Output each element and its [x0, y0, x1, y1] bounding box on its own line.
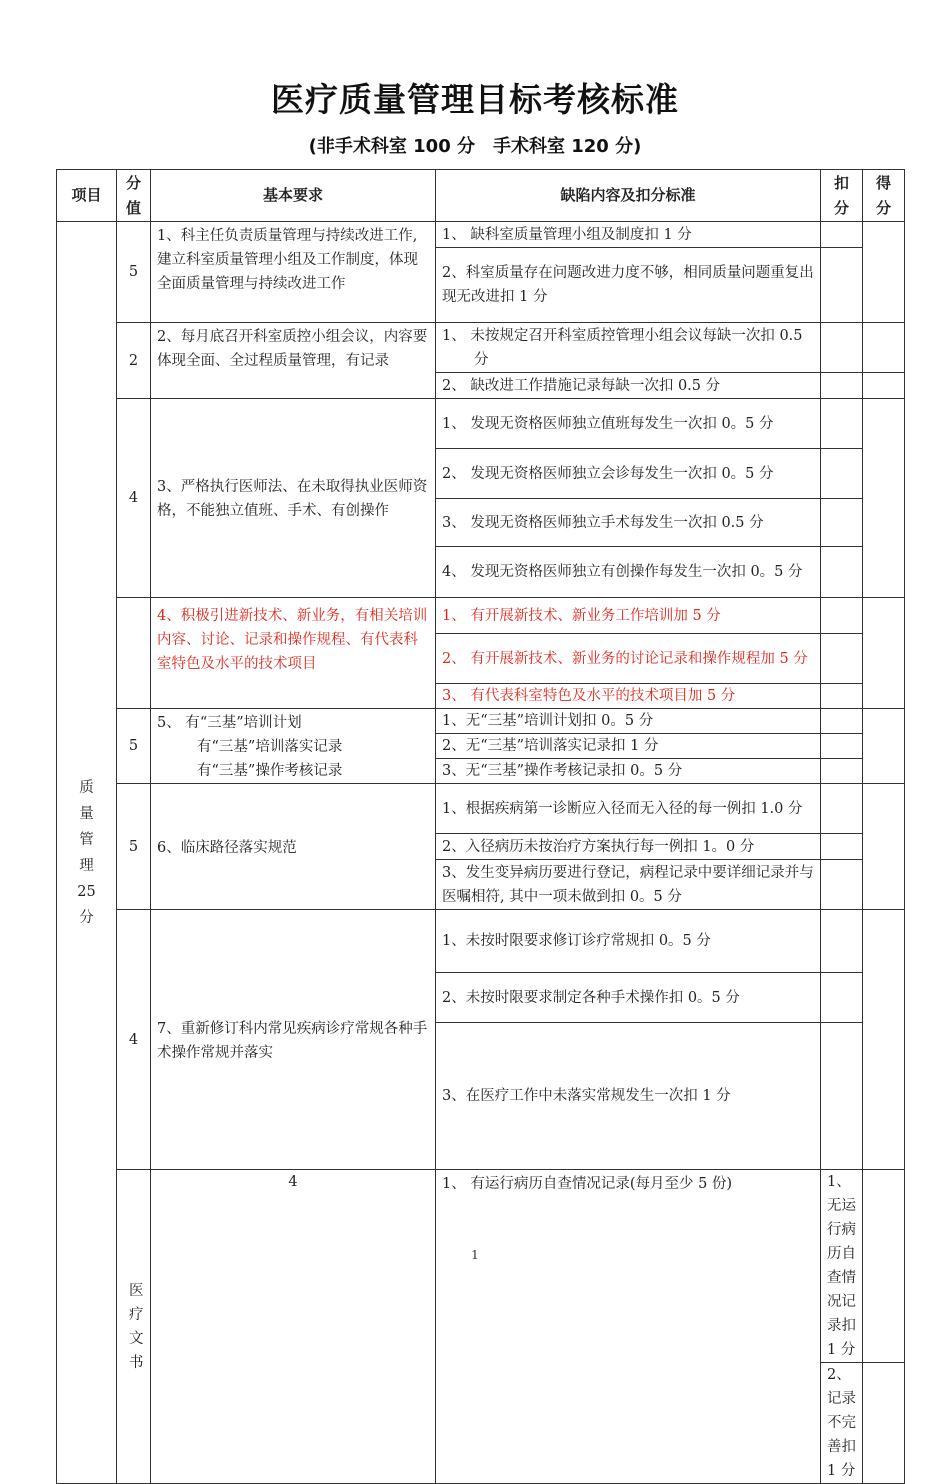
header-item: 项目 — [57, 170, 117, 222]
row-score: 4 — [151, 1170, 436, 1484]
category-quality-label: 质量管理25分 — [77, 779, 96, 926]
minus-cell — [821, 373, 863, 399]
row-score: 2 — [117, 323, 151, 399]
deduction-item: 3、 有代表科室特色及水平的技术项目加 5 分 — [436, 684, 821, 709]
assessment-table — [56, 169, 905, 1484]
got-cell — [863, 399, 905, 598]
minus-cell — [821, 973, 863, 1023]
header-got: 得分 — [863, 170, 905, 222]
row-requirement — [151, 709, 436, 784]
deduction-item: 3、 发现无资格医师独立手术每发生一次扣 0.5 分 — [436, 499, 821, 547]
header-minus: 扣分 — [821, 170, 863, 222]
deduction-item: 1、无运行病历自查情况记录扣 1 分 — [821, 1170, 863, 1363]
row-score: 4 — [117, 910, 151, 1170]
requirement-line: 5、 有“三基”培训计划 — [157, 715, 302, 731]
row-requirement: 2、每月底召开科室质控小组会议，内容要体现全面、全过程质量管理，有记录 — [151, 323, 436, 399]
table-row — [57, 784, 905, 834]
page-title: 医疗质量管理目标考核标准 — [271, 80, 679, 119]
deduction-item: 1、 缺科室质量管理小组及制度扣 1 分 — [436, 222, 821, 248]
table-row — [57, 910, 905, 973]
deduction-item: 1、 未按规定召开科室质控管理小组会议每缺一次扣 0.5 分 — [436, 323, 821, 373]
deduction-item: 2、科室质量存在问题改进力度不够，相同质量问题重复出现无改进扣 1 分 — [436, 248, 821, 323]
minus-cell — [821, 784, 863, 834]
page-subtitle: (非手术科室 100 分 手术科室 120 分) — [308, 136, 642, 157]
minus-cell — [821, 1023, 863, 1170]
header-score: 分值 — [117, 170, 151, 222]
row-score — [117, 598, 151, 709]
category-documents: 医疗文书 — [117, 1170, 151, 1484]
header-deduction: 缺陷内容及扣分标准 — [436, 170, 821, 222]
row-score: 5 — [117, 709, 151, 784]
row-requirement: 7、重新修订科内常见疾病诊疗常规各种手术操作常规并落实 — [151, 910, 436, 1170]
row-score: 5 — [117, 784, 151, 910]
minus-cell — [821, 860, 863, 910]
got-cell — [863, 323, 905, 373]
table-row — [57, 222, 905, 248]
minus-cell — [821, 834, 863, 860]
minus-cell — [821, 910, 863, 973]
deduction-item: 2、无“三基”培训落实记录扣 1 分 — [436, 734, 821, 759]
deduction-item: 1、根据疾病第一诊断应入径而无入径的每一例扣 1.0 分 — [436, 784, 821, 834]
table-row — [57, 399, 905, 449]
header-requirement: 基本要求 — [151, 170, 436, 222]
deduction-item: 3、发生变异病历要进行登记，病程记录中要详细记录并与医嘱相符, 其中一项未做到扣 0。5 分 — [436, 860, 821, 910]
deduction-item: 2、入径病历未按治疗方案执行每一例扣 1。0 分 — [436, 834, 821, 860]
table-row — [57, 1170, 905, 1363]
minus-cell — [821, 734, 863, 759]
deduction-item: 2、 有开展新技术、新业务的讨论记录和操作规程加 5 分 — [436, 634, 821, 684]
row-requirement: 1、 有运行病历自查情况记录(每月至少 5 份) — [436, 1170, 821, 1484]
deduction-item: 3、在医疗工作中未落实常规发生一次扣 1 分 — [436, 1023, 821, 1170]
minus-cell — [821, 222, 863, 248]
minus-cell — [821, 449, 863, 499]
deduction-item: 1、无“三基”培训计划扣 0。5 分 — [436, 709, 821, 734]
deduction-item: 1、未按时限要求修订诊疗常规扣 0。5 分 — [436, 910, 821, 973]
deduction-item: 2、未按时限要求制定各种手术操作扣 0。5 分 — [436, 973, 821, 1023]
table-row — [57, 709, 905, 734]
minus-cell — [821, 759, 863, 784]
row-requirement: 1、科主任负责质量管理与持续改进工作,建立科室质量管理小组及工作制度，体现全面质量管理与持续改进工作 — [151, 222, 436, 323]
got-cell — [863, 709, 905, 784]
deduction-item: 3、无“三基”操作考核记录扣 0。5 分 — [436, 759, 821, 784]
deduction-item: 2、 发现无资格医师独立会诊每发生一次扣 0。5 分 — [436, 449, 821, 499]
minus-cell — [863, 1170, 905, 1363]
deduction-item: 1、 发现无资格医师独立值班每发生一次扣 0。5 分 — [436, 399, 821, 449]
minus-cell — [821, 499, 863, 547]
page-number: 1 — [471, 1248, 479, 1262]
requirement-line: 有“三基”培训落实记录 — [197, 739, 343, 755]
deduction-item: 2、 缺改进工作措施记录每缺一次扣 0.5 分 — [436, 373, 821, 399]
minus-cell — [863, 1363, 905, 1484]
table-header-row — [57, 170, 905, 222]
got-cell — [863, 598, 905, 709]
minus-cell — [821, 248, 863, 323]
row-requirement: 4、积极引进新技术、新业务，有相关培训内容、讨论、记录和操作规程、有代表科室特色及水平的技术项目 — [151, 598, 436, 709]
table-row — [57, 323, 905, 373]
deduction-item: 1、 有开展新技术、新业务工作培训加 5 分 — [436, 598, 821, 634]
deduction-item: 2、记录不完善扣 1 分 — [821, 1363, 863, 1484]
deduction-item: 4、 发现无资格医师独立有创操作每发生一次扣 0。5 分 — [436, 547, 821, 598]
minus-cell — [821, 684, 863, 709]
got-cell — [863, 784, 905, 910]
row-requirement: 6、临床路径落实规范 — [151, 784, 436, 910]
requirement-line: 有“三基”操作考核记录 — [197, 763, 343, 779]
category-quality — [57, 222, 117, 1484]
minus-cell — [821, 634, 863, 684]
minus-cell — [821, 323, 863, 373]
minus-cell — [821, 399, 863, 449]
row-requirement: 3、严格执行医师法、在未取得执业医师资格，不能独立值班、手术、有创操作 — [151, 399, 436, 598]
got-cell — [863, 222, 905, 323]
got-cell — [863, 373, 905, 399]
row-score: 5 — [117, 222, 151, 323]
minus-cell — [821, 598, 863, 634]
minus-cell — [821, 547, 863, 598]
got-cell — [863, 910, 905, 1170]
minus-cell — [821, 709, 863, 734]
row-score: 4 — [117, 399, 151, 598]
table-row — [57, 598, 905, 634]
